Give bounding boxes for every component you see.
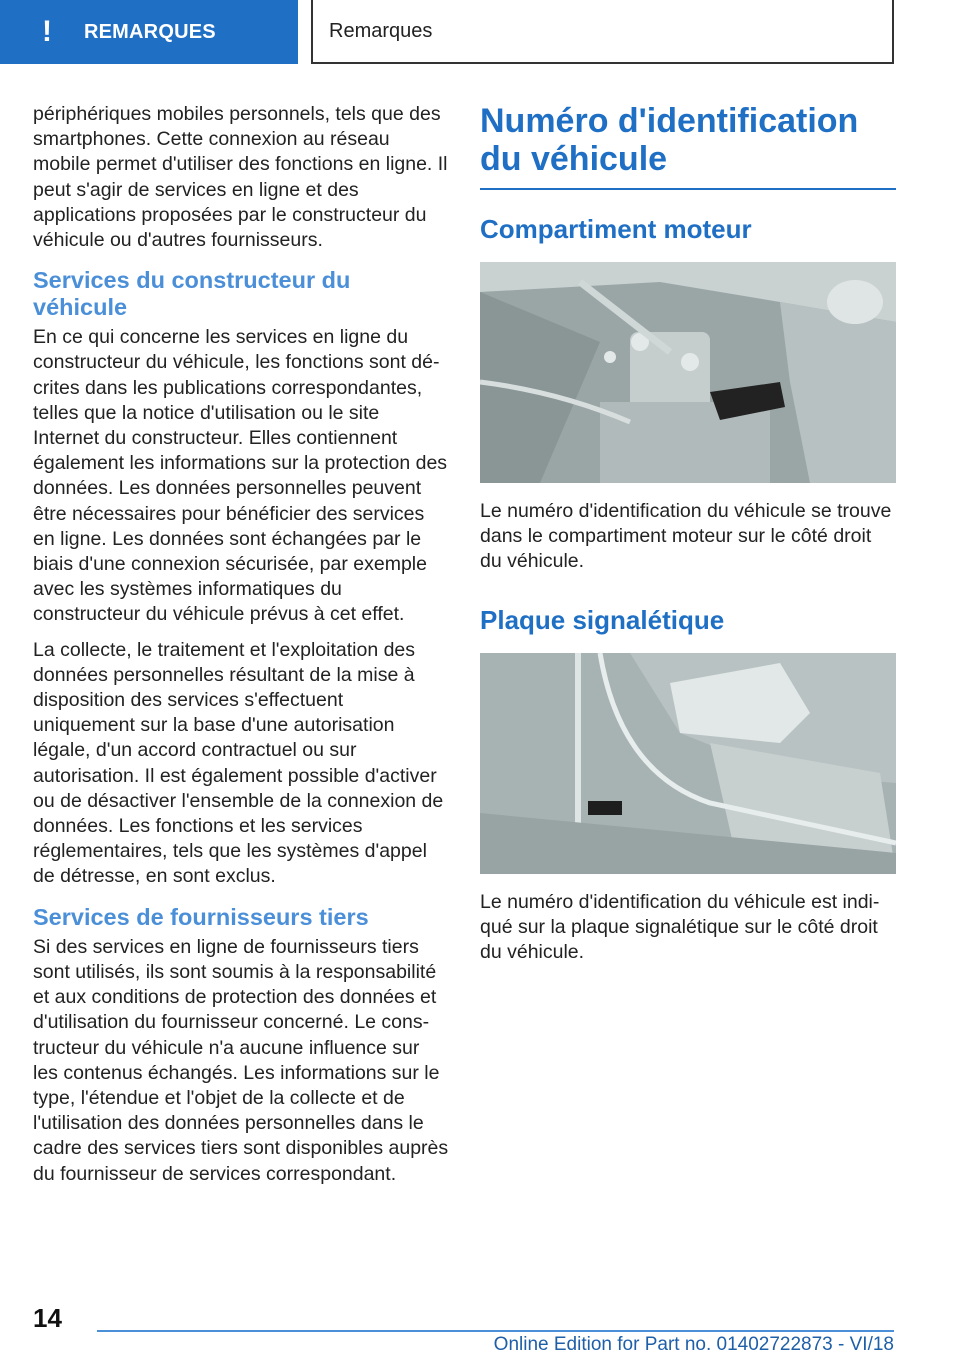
paragraph-plaque-signaletique: Le numéro d'identification du véhicule est indiqué sur la plaque signalétique sur le côté droit du véhicule. [480,890,880,964]
heading-services-tiers: Services de fournisseurs tiers [33,903,369,930]
heading-plaque-signaletique: Plaque signalétique [480,604,725,635]
footer-rule [97,1330,894,1332]
engine-compartment-image [480,262,896,483]
left-column [33,102,449,1197]
exclamation-icon: ! [42,15,52,48]
page-header-title: Remarques [329,19,433,42]
page-number: 14 [33,1303,62,1333]
heading-services-constructeur: Services du constructeur du véhicule [33,267,351,321]
paragraph-compartiment-moteur: Le numéro d'identification du véhicule se trouve dans le compartiment moteur sur le côté droit du véhicule. [480,500,892,573]
paragraph-intro: périphériques mobiles personnels, tels que des smartphones. Cette connexion au réseau mobile permet d'utiliser des fonctions en ligne. Il peut s'agir de services en ligne et des applications proposées par le constructeur du véhicule ou d'autres fournisseurs. [33,103,448,252]
paragraph-services-constructeur: En ce qui concerne les services en ligne du constructeur du véhicule, les fonctions sont décrites dans les publications correspondantes, telles que la notice d'utilisation ou le site Internet du constructeur. Elles contiennent également les informations sur la protection des données. Les données personnelles peuvent être nécessaires pour bénéficier des services en ligne. Les données sont échangées par le biais d'une connexion sécurisée, par exemple avec les systèmes informatiques du constructeur du véhicule prévus à cet effet. [33,326,448,626]
heading-vin: Numéro d'identification du véhicule [480,102,859,178]
paragraph-collecte: La collecte, le traitement et l'exploitation des données personnelles résultant de la mise à disposition des services s'effectuent uniquement sur la base d'une autorisation légale, d'un accord contractuel ou sur autorisation. Il est également possible d'activer ou de désactiver l'ensemble de la connexion de données. Les fonctions et les services réglementaires, tels que les systèmes d'appel de détresse, en sont exclus. [33,638,444,888]
type-plate-image [480,653,896,874]
heading-compartiment-moteur: Compartiment moteur [480,214,752,244]
section-tab [0,0,298,64]
footer-edition: Online Edition for Part no. 01402722873 - VI/18 [493,1334,894,1355]
paragraph-services-tiers: Si des services en ligne de fournisseurs tiers sont utilisés, ils sont soumis à la responsabilité et aux conditions de protection des données et d'utilisation du fournisseur concerné. Le constructeur du véhicule n'a aucune influence sur les contenus échangés. Les informations sur le type, l'étendue et l'objet de la collecte et de l'utilisation des données personnelles dans le cadre des services tiers sont disponibles auprès du fournisseur de services correspondant. [33,935,449,1185]
page-header [311,0,894,64]
heading-rule [480,188,896,190]
right-column [480,102,896,975]
section-label: REMARQUES [84,20,216,43]
